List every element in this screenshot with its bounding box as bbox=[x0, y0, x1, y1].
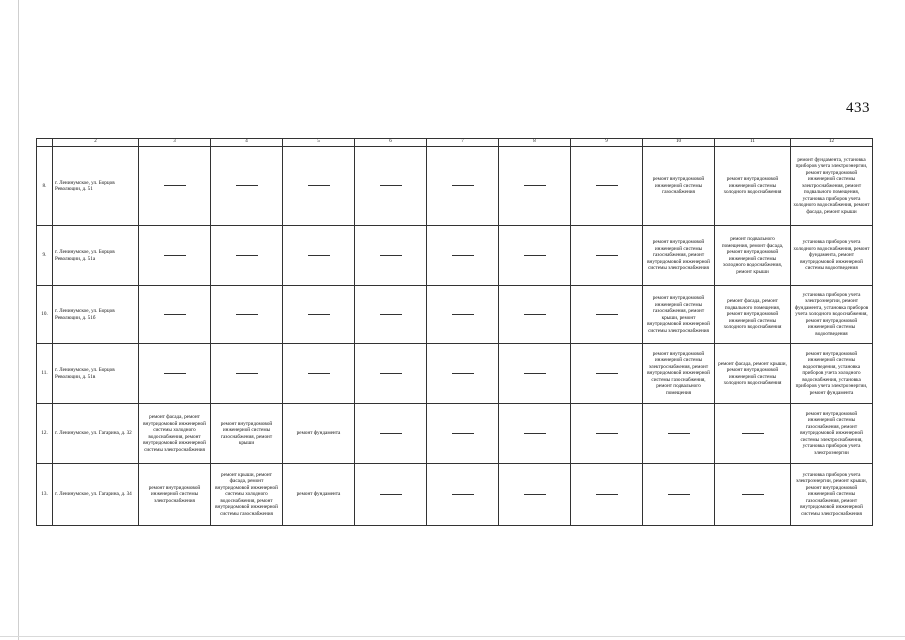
column-header-2: 2 bbox=[53, 139, 139, 147]
empty-cell bbox=[715, 464, 791, 526]
empty-cell bbox=[211, 226, 283, 286]
address-cell: г. Ленинумское, ул. Борцов Революции, д. 51в bbox=[53, 344, 139, 404]
page-number: 433 bbox=[846, 100, 870, 116]
column-header-9: 9 bbox=[571, 139, 643, 147]
dash-mark bbox=[524, 433, 546, 434]
work-cell-col3: ремонт внутридомовой инженерной системы электроснабжения bbox=[139, 464, 211, 526]
work-cell-col12: установка приборов учета электроэнергии, ремонт крыши, ремонт внутридомовой инженерной системы газоснабжения, ремонт внутридомовой инженерной системы электроснабжения bbox=[791, 464, 873, 526]
address-cell: г. Ленинумское, ул. Гагарина, д. 32 bbox=[53, 404, 139, 464]
table-row bbox=[37, 344, 873, 404]
column-header-12: 12 bbox=[791, 139, 873, 147]
column-number-row bbox=[37, 139, 873, 147]
dash-mark bbox=[742, 494, 764, 495]
dash-mark bbox=[596, 494, 618, 495]
address-cell: г. Ленинумское, ул. Борцов Революции, д. 51б bbox=[53, 286, 139, 344]
dash-mark bbox=[452, 314, 474, 315]
dash-mark bbox=[380, 373, 402, 374]
empty-cell bbox=[571, 147, 643, 226]
row-number: 12. bbox=[37, 404, 53, 464]
dash-mark bbox=[308, 314, 330, 315]
column-header-4: 4 bbox=[211, 139, 283, 147]
empty-cell bbox=[355, 286, 427, 344]
scan-edge-line bbox=[18, 0, 19, 640]
work-cell-col5: ремонт фундамента bbox=[283, 464, 355, 526]
dash-mark bbox=[668, 433, 690, 434]
table-row bbox=[37, 226, 873, 286]
empty-cell bbox=[139, 344, 211, 404]
empty-cell bbox=[427, 226, 499, 286]
empty-cell bbox=[643, 404, 715, 464]
table-row bbox=[37, 404, 873, 464]
dash-mark bbox=[596, 314, 618, 315]
scan-bottom-line bbox=[0, 636, 905, 637]
table-row bbox=[37, 464, 873, 526]
dash-mark bbox=[452, 255, 474, 256]
column-header-1 bbox=[37, 139, 53, 147]
work-cell-col12: ремонт внутридомовой инженерной системы газоснабжения, ремонт внутридомовой инженерной системы электроснабжения, установка приборов учета электроэнергии bbox=[791, 404, 873, 464]
work-cell-col11: ремонт фасада, ремонт крыши, ремонт внутридомовой инженерной системы холодного водоснабжения bbox=[715, 344, 791, 404]
work-cell-col10: ремонт внутридомовой инженерной системы газоснабжения bbox=[643, 147, 715, 226]
work-cell-col12: ремонт фундамента, установка приборов учета электроэнергии, ремонт внутридомовой инженерной системы электроснабжения, ремонт подвального помещения, установка приборов учета холодного водоснабжения, ремонт фасада, ремонт крыши bbox=[791, 147, 873, 226]
empty-cell bbox=[355, 147, 427, 226]
dash-mark bbox=[596, 433, 618, 434]
empty-cell bbox=[571, 404, 643, 464]
dash-mark bbox=[524, 185, 546, 186]
dash-mark bbox=[308, 185, 330, 186]
dash-mark bbox=[308, 255, 330, 256]
empty-cell bbox=[139, 147, 211, 226]
address-cell: г. Ленинумское, ул. Борцов Революции, д. 51а bbox=[53, 226, 139, 286]
empty-cell bbox=[499, 226, 571, 286]
dash-mark bbox=[452, 373, 474, 374]
dash-mark bbox=[668, 494, 690, 495]
empty-cell bbox=[427, 344, 499, 404]
empty-cell bbox=[571, 464, 643, 526]
address-cell: г. Ленинумское, ул. Гагарина, д. 34 bbox=[53, 464, 139, 526]
dash-mark bbox=[452, 185, 474, 186]
empty-cell bbox=[643, 464, 715, 526]
row-number: 10. bbox=[37, 286, 53, 344]
dash-mark bbox=[524, 373, 546, 374]
work-cell-col5: ремонт фундамента bbox=[283, 404, 355, 464]
table-row bbox=[37, 286, 873, 344]
empty-cell bbox=[211, 147, 283, 226]
dash-mark bbox=[236, 185, 258, 186]
work-cell-col11: ремонт внутридомовой инженерной системы холодного водоснабжения bbox=[715, 147, 791, 226]
work-cell-col4: ремонт крыши, ремонт фасада, ремонт внутридомовой инженерной системы холодного водоснабжения, ремонт внутридомовой инженерной системы газоснабжения bbox=[211, 464, 283, 526]
dash-mark bbox=[380, 255, 402, 256]
empty-cell bbox=[715, 404, 791, 464]
work-cell-col12: установка приборов учета электроэнергии, ремонт фундамента, установка приборов учета холодного водоснабжения, ремонт внутридомовой инженерной системы водоотведения bbox=[791, 286, 873, 344]
empty-cell bbox=[283, 147, 355, 226]
empty-cell bbox=[499, 404, 571, 464]
column-header-7: 7 bbox=[427, 139, 499, 147]
work-cell-col12: ремонт внутридомовой инженерной системы водоотведения, установка приборов учета холодного водоснабжения, установка приборов учета электроэнергии, ремонт фундамента bbox=[791, 344, 873, 404]
column-header-8: 8 bbox=[499, 139, 571, 147]
empty-cell bbox=[499, 464, 571, 526]
dash-mark bbox=[236, 255, 258, 256]
dash-mark bbox=[596, 185, 618, 186]
dash-mark bbox=[596, 255, 618, 256]
dash-mark bbox=[380, 433, 402, 434]
dash-mark bbox=[164, 255, 186, 256]
column-header-11: 11 bbox=[715, 139, 791, 147]
empty-cell bbox=[211, 344, 283, 404]
table-row bbox=[37, 147, 873, 226]
empty-cell bbox=[211, 286, 283, 344]
empty-cell bbox=[427, 147, 499, 226]
works-table bbox=[36, 138, 873, 526]
dash-mark bbox=[742, 433, 764, 434]
empty-cell bbox=[571, 344, 643, 404]
empty-cell bbox=[139, 226, 211, 286]
dash-mark bbox=[380, 185, 402, 186]
row-number: 13. bbox=[37, 464, 53, 526]
dash-mark bbox=[236, 373, 258, 374]
dash-mark bbox=[164, 373, 186, 374]
column-header-5: 5 bbox=[283, 139, 355, 147]
empty-cell bbox=[427, 286, 499, 344]
dash-mark bbox=[380, 494, 402, 495]
dash-mark bbox=[164, 314, 186, 315]
work-cell-col3: ремонт фасада, ремонт внутридомовой инженерной системы холодного водоснабжения, ремонт внутридомовой инженерной системы электроснабжения bbox=[139, 404, 211, 464]
dash-mark bbox=[524, 255, 546, 256]
work-cell-col10: ремонт внутридомовой инженерной системы газоснабжения, ремонт крыши, ремонт внутридомовой инженерной системы электроснабжения bbox=[643, 286, 715, 344]
empty-cell bbox=[499, 344, 571, 404]
dash-mark bbox=[380, 314, 402, 315]
dash-mark bbox=[524, 314, 546, 315]
column-header-10: 10 bbox=[643, 139, 715, 147]
empty-cell bbox=[427, 464, 499, 526]
work-cell-col11: ремонт фасада, ремонт подвального помещения, ремонт внутридомовой инженерной системы холодного водоснабжения bbox=[715, 286, 791, 344]
work-cell-col4: ремонт внутридомовой инженерной системы газоснабжения, ремонт крыши bbox=[211, 404, 283, 464]
empty-cell bbox=[139, 286, 211, 344]
empty-cell bbox=[427, 404, 499, 464]
row-number: 9. bbox=[37, 226, 53, 286]
column-header-6: 6 bbox=[355, 139, 427, 147]
empty-cell bbox=[355, 226, 427, 286]
empty-cell bbox=[355, 344, 427, 404]
dash-mark bbox=[452, 494, 474, 495]
work-cell-col11: ремонт подвального помещения, ремонт фасада, ремонт внутридомовой инженерной системы холодного водоснабжения, ремонт крыши bbox=[715, 226, 791, 286]
dash-mark bbox=[164, 185, 186, 186]
empty-cell bbox=[571, 286, 643, 344]
dash-mark bbox=[308, 373, 330, 374]
dash-mark bbox=[596, 373, 618, 374]
work-cell-col12: установка приборов учета холодного водоснабжения, ремонт фундамента, ремонт внутридомовой инженерной системы водоотведения bbox=[791, 226, 873, 286]
empty-cell bbox=[355, 404, 427, 464]
row-number: 11. bbox=[37, 344, 53, 404]
empty-cell bbox=[571, 226, 643, 286]
empty-cell bbox=[499, 286, 571, 344]
work-cell-col10: ремонт внутридомовой инженерной системы электроснабжения, ремонт внутридомовой инженерной системы газоснабжения, ремонт подвального помещения bbox=[643, 344, 715, 404]
empty-cell bbox=[355, 464, 427, 526]
dash-mark bbox=[236, 314, 258, 315]
column-header-3: 3 bbox=[139, 139, 211, 147]
work-cell-col10: ремонт внутридомовой инженерной системы газоснабжения, ремонт внутридомовой инженерной системы электроснабжения bbox=[643, 226, 715, 286]
empty-cell bbox=[283, 226, 355, 286]
empty-cell bbox=[283, 344, 355, 404]
empty-cell bbox=[283, 286, 355, 344]
dash-mark bbox=[452, 433, 474, 434]
dash-mark bbox=[524, 494, 546, 495]
row-number: 8. bbox=[37, 147, 53, 226]
empty-cell bbox=[499, 147, 571, 226]
address-cell: г. Ленинумское, ул. Борцов Революции, д. 51 bbox=[53, 147, 139, 226]
